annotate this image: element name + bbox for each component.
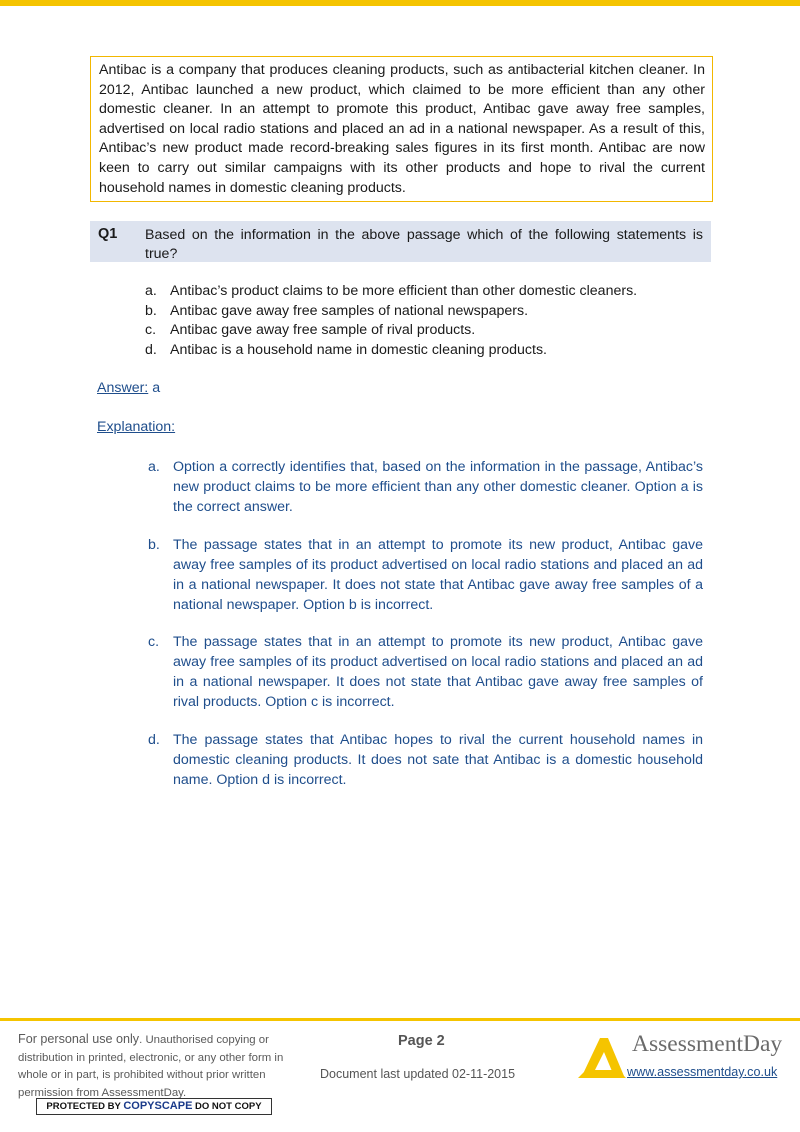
assessmentday-logo-icon bbox=[578, 1034, 626, 1078]
question-text: Based on the information in the above passage which of the following statements is true? bbox=[145, 227, 703, 262]
answer-options bbox=[145, 282, 637, 361]
explanation-item-b bbox=[148, 536, 703, 616]
last-updated: Document last updated 02-11-2015 bbox=[320, 1067, 516, 1081]
explanation-letter: a. bbox=[148, 459, 160, 475]
answer-value: a bbox=[152, 380, 161, 396]
copyscape-post: DO NOT COPY bbox=[195, 1101, 262, 1112]
footer-divider bbox=[0, 1018, 800, 1021]
page-number: Page 2 bbox=[398, 1033, 445, 1049]
explanation-text: Option a correctly identifies that, based on the information in the passage, Antibac’s new product claims to be more efficient than any other domestic cleaner. Option a is the correct answer. bbox=[173, 459, 703, 515]
copyright-notice bbox=[18, 1031, 303, 1102]
option-text: Antibac gave away free samples of national newspapers. bbox=[170, 302, 529, 319]
option-letter: b. bbox=[145, 302, 157, 319]
option-letter: c. bbox=[145, 322, 157, 339]
brand-name: AssessmentDay bbox=[632, 1031, 783, 1057]
explanation-letter: c. bbox=[148, 634, 160, 650]
notice-body: . Unauthorised copying or distribution in printed, electronic, or any other form in whole or in part, is prohibited without prior written permission from AssessmentDay. bbox=[18, 1034, 284, 1099]
option-text: Antibac’s product claims to be more efficient than other domestic cleaners. bbox=[170, 283, 638, 299]
option-text: Antibac gave away free sample of rival products. bbox=[170, 322, 476, 339]
option-d bbox=[145, 341, 637, 361]
explanation-item-c bbox=[148, 633, 703, 713]
option-b bbox=[145, 302, 637, 322]
explanation-letter: b. bbox=[148, 537, 160, 553]
explanation-label: Explanation: bbox=[97, 419, 176, 435]
option-letter: a. bbox=[145, 283, 157, 299]
copyscape-brand: COPYSCAPE bbox=[123, 1100, 193, 1112]
answer-line bbox=[97, 380, 160, 396]
question-header bbox=[90, 221, 711, 262]
copyscape-pre: PROTECTED BY bbox=[46, 1101, 121, 1112]
passage-text: Antibac is a company that produces cleaning products, such as antibacterial kitchen cleaner. In 2012, Antibac launched a new product, which claimed to be more efficient than any other domestic cleaner. In an attempt to promote this product, Antibac gave away free samples, advertised on local radio stations and placed an ad in a national newspaper. As a result of this, Antibac’s new product made record-breaking sales figures in its first month. Antibac are now keen to carry out similar campaigns with its other products and hope to rival the current household names in domestic cleaning products. bbox=[99, 62, 705, 196]
explanation-item-d bbox=[148, 731, 703, 791]
option-text: Antibac is a household name in domestic cleaning products. bbox=[170, 342, 547, 359]
passage-box bbox=[90, 56, 713, 202]
copyscape-badge[interactable] bbox=[36, 1098, 272, 1115]
answer-label: Answer: bbox=[97, 380, 149, 396]
explanation-text: The passage states that in an attempt to promote its new product, Antibac gave away free samples of its product advertised on local radio stations and placed an ad in a national newspaper. It does not state that Antibac gave away free samples of a national newspaper. Option b is incorrect. bbox=[173, 537, 703, 613]
notice-lead: For personal use only bbox=[18, 1032, 140, 1046]
explanation-text: The passage states that in an attempt to promote its new product, Antibac gave away free samples of its product advertised on local radio stations and placed an ad in a national newspaper. It does not state that Antibac gave away free samples of rival products. Option c is incorrect. bbox=[173, 634, 703, 710]
option-a bbox=[145, 282, 637, 302]
top-accent-bar bbox=[0, 0, 800, 6]
question-number: Q1 bbox=[98, 226, 118, 242]
explanation-item-a bbox=[148, 458, 703, 518]
explanation-letter: d. bbox=[148, 732, 160, 748]
option-letter: d. bbox=[145, 342, 157, 359]
brand-url-link[interactable]: www.assessmentday.co.uk bbox=[627, 1065, 778, 1079]
option-c bbox=[145, 321, 637, 341]
explanation-text: The passage states that Antibac hopes to rival the current household names in domestic cleaning products. It does not sate that Antibac is a domestic household name. Option d is incorrect. bbox=[173, 732, 703, 788]
